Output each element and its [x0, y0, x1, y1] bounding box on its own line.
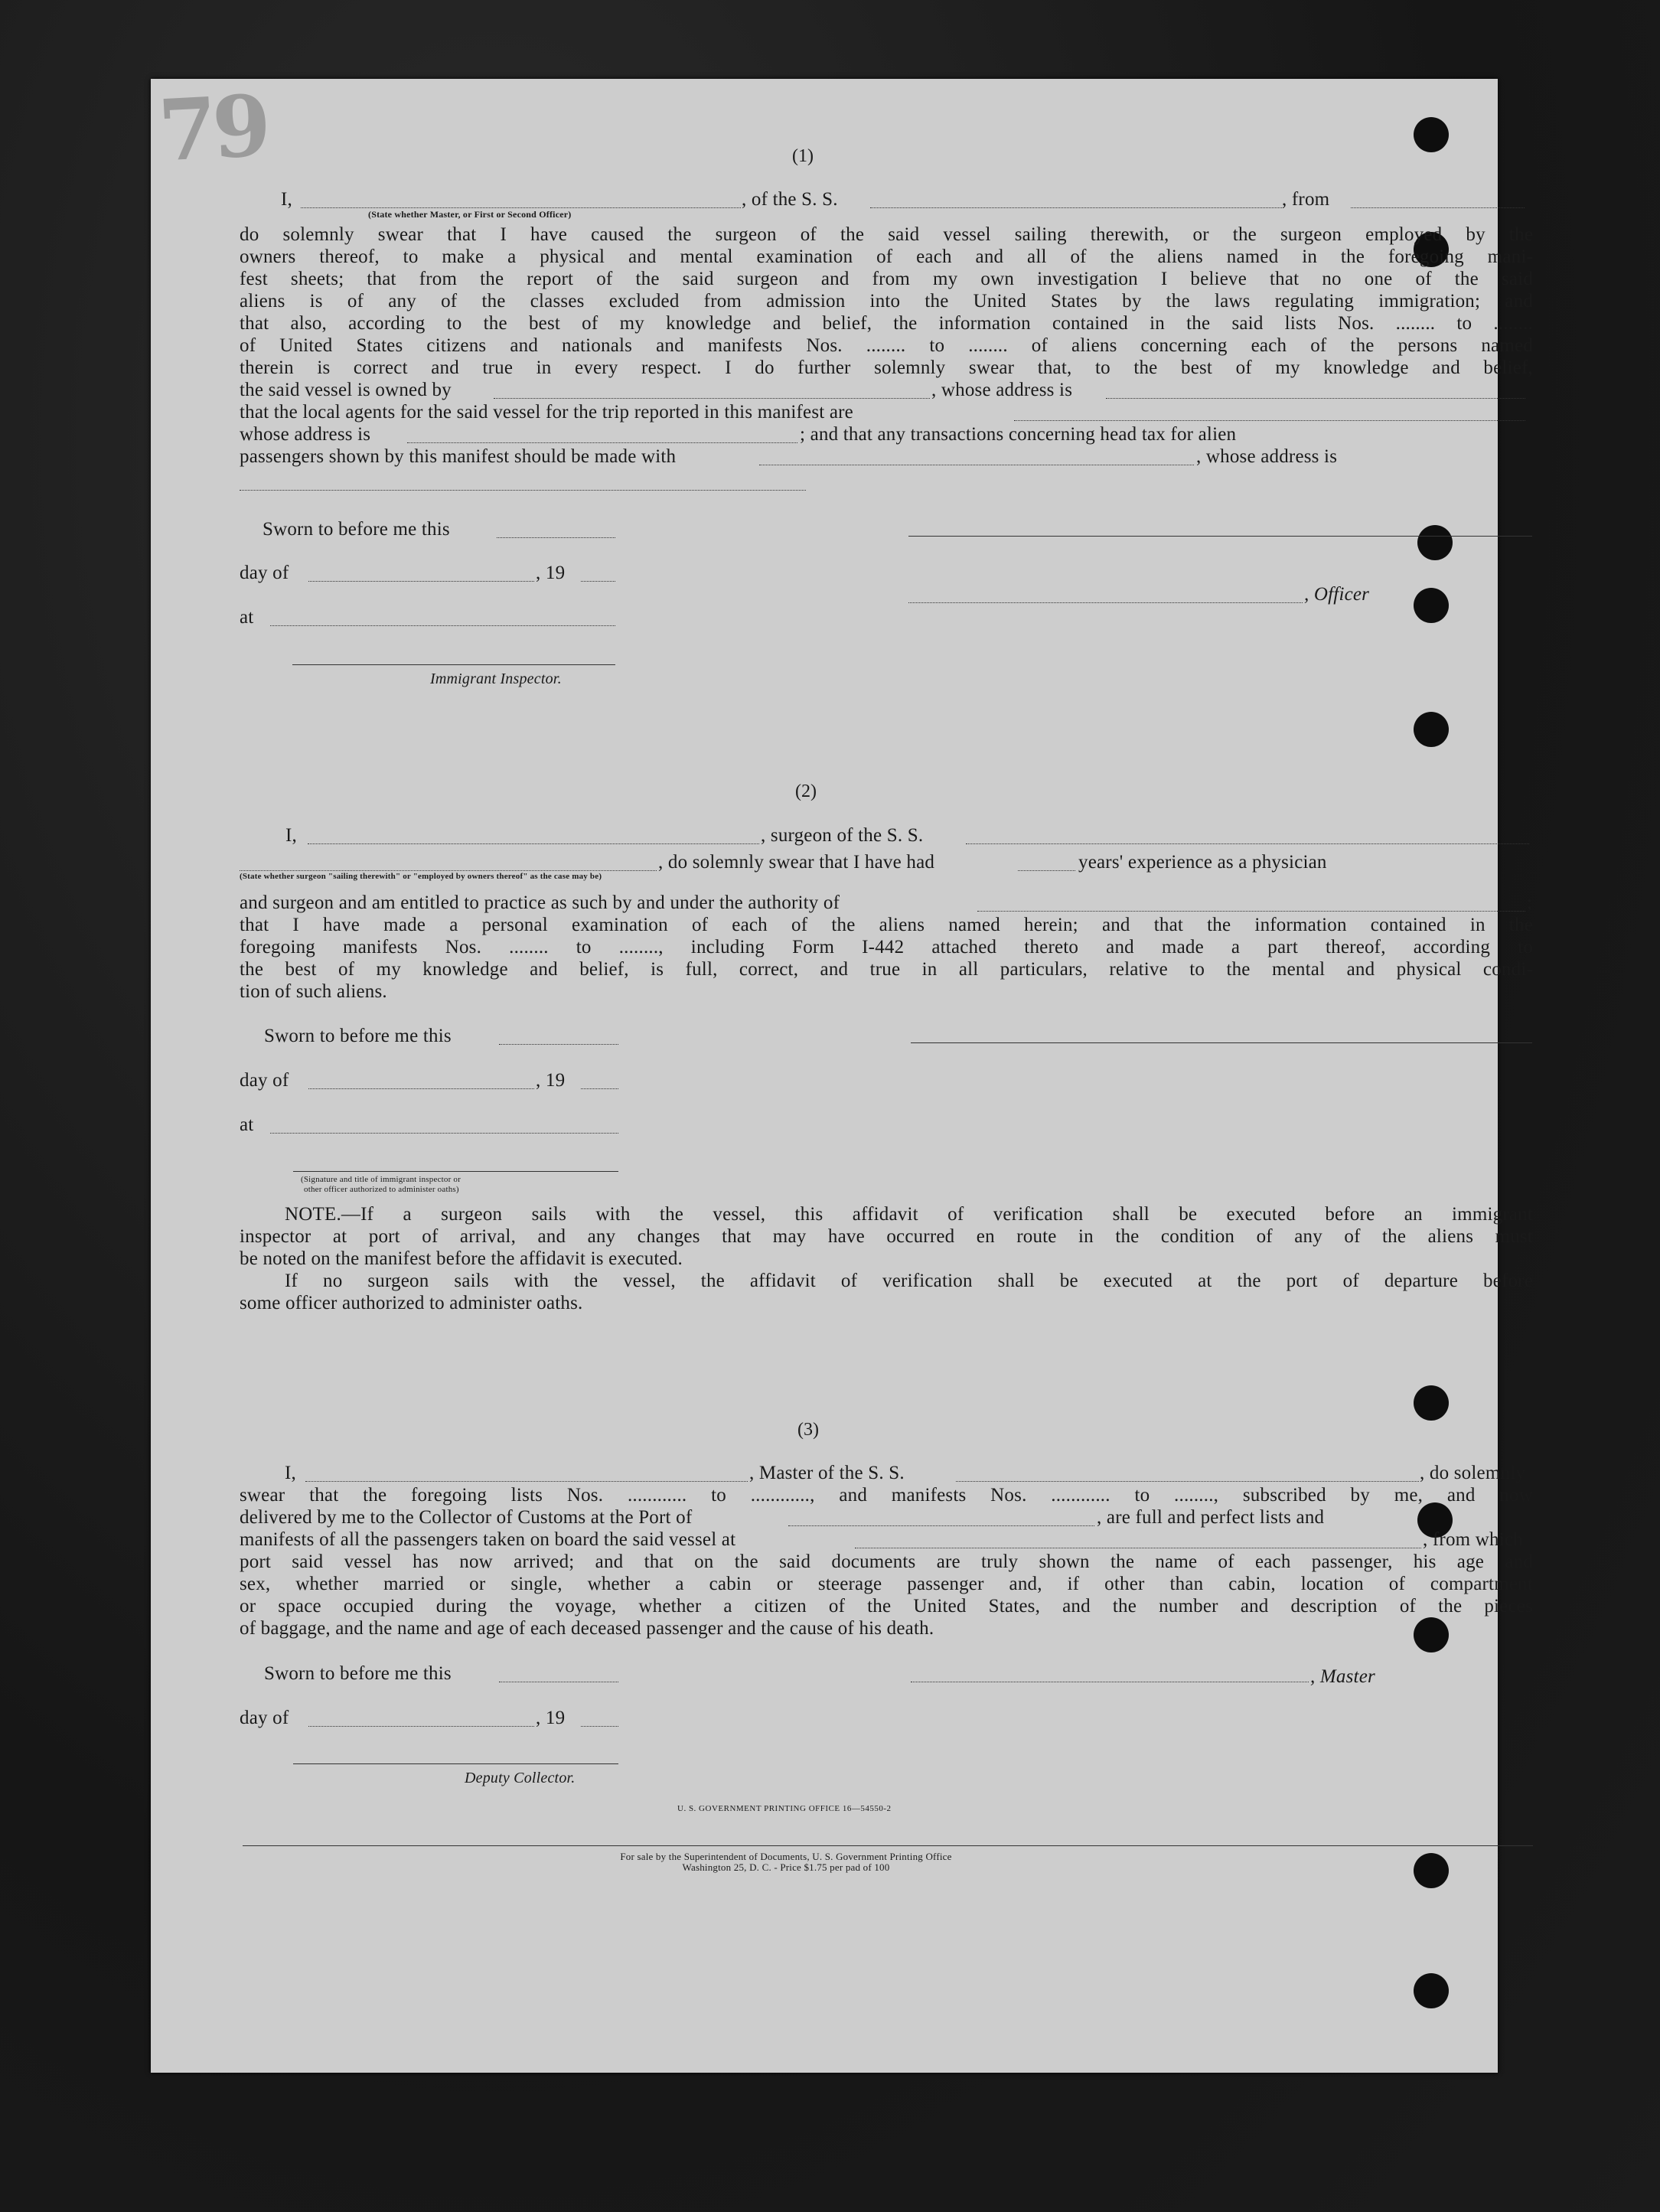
- s3-para-line: swear that the foregoing lists Nos. ............ to ............, and manifests Nos. ............ to ........, subscribed by me, and now: [240, 1485, 1533, 1506]
- s2-year-field: [581, 1088, 618, 1089]
- s1-para-line: owners thereof, to make a physical and mental examination of each and all of the aliens named in the foregoing mani-: [240, 246, 1533, 267]
- s2-day-field: [308, 1088, 534, 1089]
- s2-years-field: [1018, 870, 1075, 871]
- s1-year-field: [581, 581, 615, 582]
- s3-collector-line: [293, 1763, 618, 1764]
- section-3-number: (3): [797, 1420, 819, 1440]
- s3-sworn: Sworn to before me this: [264, 1663, 452, 1684]
- s1-officer-sign-field: [908, 602, 1303, 603]
- punch-hole: [1414, 588, 1449, 623]
- s1-owner-field: [494, 398, 930, 399]
- s2-sworn-field: [499, 1044, 618, 1045]
- s1-signature-line: [908, 536, 1532, 537]
- sale-notice-1: For sale by the Superintendent of Documents, U. S. Government Printing Office: [620, 1851, 952, 1862]
- s2-note-line: some officer authorized to administer oaths.: [240, 1293, 583, 1313]
- s1-para-line: that also, according to the best of my knowledge and belief, the information contained in the said lists Nos. ........ to ........: [240, 313, 1533, 334]
- s1-owner-address-field: [1106, 398, 1525, 399]
- s1-vessel-field: [870, 207, 1283, 208]
- s2-para-line: that I have made a personal examination of each of the aliens named herein; and that the information contained in the: [240, 915, 1533, 935]
- punch-hole: [1414, 1617, 1449, 1652]
- s2-at-field: [270, 1133, 618, 1134]
- punch-hole: [1414, 712, 1449, 747]
- s1-at-field: [270, 625, 615, 626]
- s1-sworn-field: [497, 537, 615, 538]
- s1-year: , 19: [536, 563, 566, 583]
- document-page: [151, 76, 1533, 2073]
- s2-authority-field: [977, 911, 1525, 912]
- s2-vessel-field: [966, 843, 1529, 844]
- s1-from-field: [1351, 207, 1525, 208]
- s2-authority: and surgeon and am entitled to practice as such by and under the authority of: [240, 892, 840, 913]
- s1-intro-i: I,: [281, 189, 292, 210]
- s3-year: , 19: [536, 1708, 566, 1728]
- s1-inspector-line: [292, 664, 615, 665]
- s1-owner-address-label: , whose address is: [931, 380, 1073, 400]
- s1-sworn: Sworn to before me this: [263, 519, 450, 540]
- s1-of-ss: , of the S. S.: [742, 189, 838, 210]
- s2-note-line: inspector at port of arrival, and any changes that may have occurred en route in the condition of any of the aliens must: [240, 1226, 1533, 1247]
- s2-surgeon-name-field: [308, 843, 759, 844]
- s2-para-line: tion of such aliens.: [240, 981, 387, 1002]
- s1-para-line: do solemnly swear that I have caused the surgeon of the said vessel sailing therewith, or the surgeon employed by the: [240, 224, 1533, 245]
- s1-agents-address-label: whose address is: [240, 424, 371, 445]
- s3-taken-on-board: manifests of all the passengers taken on board the said vessel at: [240, 1529, 736, 1550]
- s3-master-name-field: [305, 1481, 748, 1482]
- s1-inspector-label: Immigrant Inspector.: [430, 670, 562, 687]
- s3-year-field: [581, 1726, 618, 1727]
- s3-master-label: , Master: [1310, 1666, 1375, 1687]
- s3-intro-i: I,: [285, 1463, 296, 1483]
- s2-para-line: foregoing manifests Nos. ........ to ........, including Form I-442 attached thereto and made a part thereof, according to: [240, 937, 1533, 958]
- s2-signature-line: [911, 1042, 1532, 1043]
- s3-vessel-field: [956, 1481, 1419, 1482]
- section-1-number: (1): [792, 146, 814, 166]
- s2-sig-note-1: (Signature and title of immigrant inspector or: [301, 1175, 461, 1184]
- s2-para-line: the best of my knowledge and belief, is full, correct, and true in all particulars, relative to the mental and physical condi-: [240, 959, 1533, 980]
- s1-officer-field: [301, 207, 741, 208]
- s3-port-field: [788, 1525, 1094, 1526]
- s1-para-line: fest sheets; that from the report of the said surgeon and from my own investigation I believe that no one of the said: [240, 269, 1533, 289]
- punch-hole: [1414, 1973, 1449, 2008]
- s1-officer-note: (State whether Master, or First or Second Officer): [368, 209, 572, 220]
- s1-para-line: therein is correct and true in every respect. I do further solemnly swear that, to the best of my knowledge and belief,: [240, 357, 1533, 378]
- page-number-stamp: 79: [155, 76, 269, 181]
- s3-para-line: sex, whether married or single, whether a cabin or steerage passenger and, if other than cabin, location of compartment: [240, 1574, 1533, 1594]
- s3-collector-label: Deputy Collector.: [465, 1770, 576, 1786]
- s1-local-agents: that the local agents for the said vessel for the trip reported in this manifest are: [240, 402, 853, 422]
- s2-day-of: day of: [240, 1070, 289, 1091]
- s2-note-line: be noted on the manifest before the affidavit is executed.: [240, 1248, 683, 1269]
- s2-intro-i: I,: [285, 825, 297, 846]
- s2-year: , 19: [536, 1070, 566, 1091]
- s1-agents-address-field: [407, 442, 797, 443]
- section-2-number: (2): [795, 781, 817, 801]
- punch-hole: [1414, 1853, 1449, 1888]
- s3-master-of-ss: , Master of the S. S.: [749, 1463, 905, 1483]
- s3-collector-port: delivered by me to the Collector of Customs at the Port of: [240, 1507, 693, 1528]
- s3-full-lists: , are full and perfect lists and: [1097, 1507, 1325, 1528]
- s3-para-line: port said vessel has now arrived; and that on the said documents are truly shown the name of each passenger, his age and: [240, 1551, 1533, 1572]
- s1-headtax-address-field: [240, 490, 806, 491]
- sale-notice-2: Washington 25, D. C. - Price $1.75 per pad of 100: [682, 1861, 890, 1873]
- s1-owned-by: the said vessel is owned by: [240, 380, 452, 400]
- s1-agents-field: [1014, 420, 1525, 421]
- s2-status-field: [240, 870, 657, 871]
- s1-para-line: aliens is of any of the classes excluded from admission into the United States by the laws regulating immigration; and: [240, 291, 1533, 312]
- s1-passengers: passengers shown by this manifest should be made with: [240, 446, 677, 467]
- s2-do-swear: , do solemnly swear that I have had: [658, 852, 935, 873]
- s2-at: at: [240, 1114, 254, 1135]
- s1-officer-label: , Officer: [1304, 584, 1370, 605]
- s2-note-line: NOTE.—If a surgeon sails with the vessel, this affidavit of verification shall be executed before an immigrant: [285, 1204, 1533, 1225]
- s2-sworn: Sworn to before me this: [264, 1026, 452, 1046]
- s2-sig-note-2: other officer authorized to administer oaths): [304, 1185, 459, 1194]
- s1-from: , from: [1282, 189, 1330, 210]
- punch-hole: [1414, 1385, 1449, 1421]
- s1-para-line: of United States citizens and nationals and manifests Nos. ........ to ........ of aliens concerning each of the persons named: [240, 335, 1533, 356]
- s3-day-field: [308, 1726, 534, 1727]
- footer-rule: [243, 1845, 1533, 1846]
- s2-status-note: (State whether surgeon "sailing therewith" or "employed by owners thereof" as the case may be): [240, 872, 602, 881]
- s2-note-line: If no surgeon sails with the vessel, the affidavit of verification shall be executed at the port of departure before: [285, 1271, 1533, 1291]
- punch-hole: [1417, 525, 1453, 560]
- s3-para-line: of baggage, and the name and age of each deceased passenger and the cause of his death.: [240, 1618, 934, 1639]
- s2-semicolon: ;: [1527, 892, 1533, 913]
- s3-day-of: day of: [240, 1708, 289, 1728]
- s3-do-solemnly: , do solemnly: [1420, 1463, 1526, 1483]
- s3-para-line: or space occupied during the voyage, whether a citizen of the United States, and the number and description of the pieces: [240, 1596, 1533, 1617]
- s1-day-field: [308, 581, 534, 582]
- punch-hole: [1414, 117, 1449, 152]
- gpo-imprint: U. S. GOVERNMENT PRINTING OFFICE 16—54550-2: [677, 1804, 892, 1813]
- s2-inspector-line: [293, 1171, 618, 1172]
- s1-headtax-address-label: , whose address is: [1196, 446, 1338, 467]
- s3-from-which: , from which: [1423, 1529, 1523, 1550]
- s1-day-of: day of: [240, 563, 289, 583]
- s2-years-label: years' experience as a physician: [1078, 852, 1327, 873]
- s2-surgeon-of-ss: , surgeon of the S. S.: [761, 825, 924, 846]
- s1-at: at: [240, 607, 254, 628]
- s1-head-tax: ; and that any transactions concerning head tax for alien: [800, 424, 1237, 445]
